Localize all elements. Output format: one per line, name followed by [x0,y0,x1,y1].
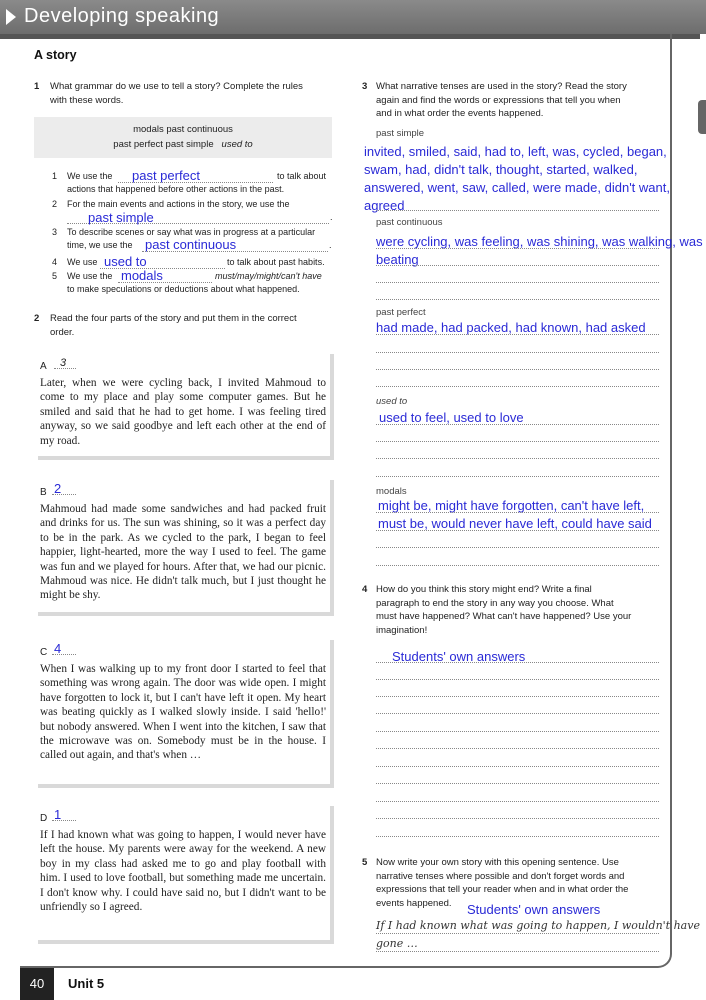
modals-line-4[interactable] [376,565,659,566]
ex5-instruction-line3: expressions that tell your reader when and in what order the [376,884,629,895]
rule-5-number: 5 [52,271,58,281]
part-b-text: Mahmoud had made some sandwiches and had packed fruit and drinks for us. The sun was shining, so it was a perfect day to be in the park. As we cycled to the park, I began to feel happier, light-hearted, more the way I used to feel. The game was fun and we played for hours. After that, we had our picnic. Mahmoud was nice. He didn't talk much, but I just thought he might be shy. [40,503,326,602]
part-c-label: C [40,647,48,658]
word-box-used-to: used to [221,139,253,150]
past-continuous-line-4[interactable] [376,299,659,300]
ex4-instruction [362,583,662,636]
rule-5-answer: modals [121,268,163,283]
past-continuous-line-1[interactable] [376,248,659,249]
ex4-answer: Students' own answers [392,649,526,664]
rule-4-answer: used to [104,254,147,269]
play-triangle-icon [6,9,16,25]
ex5-answer: Students' own answers [467,902,601,917]
ex1-instruction [34,80,334,106]
modals-answer-2: must be, would never have left, could have said [378,516,652,531]
ex4-line-5[interactable] [376,731,659,732]
part-a-label: A [40,361,47,372]
story-part-d [34,802,330,940]
used-to-label: used to [376,396,408,407]
rule-3-answer: past continuous [145,237,237,252]
part-a-text: Later, when we were cycling back, I invited Mahmoud to come to my place and play some computer games. But he smiled and said that he had to get home. I was feeling tired anyway, so we said goodbye and left each other at the end of my road. [40,377,326,447]
part-c-answer: 4 [54,641,62,656]
ex2-instruction-line1: Read the four parts of the story and put them in the correct [50,313,297,324]
header-title: Developing speaking [24,5,220,27]
rule-5-post: must/may/might/can't have [215,271,322,281]
rule-1-line2: actions that happened before other actions in the past. [67,184,285,194]
past-perfect-line-2[interactable] [376,352,659,353]
part-d-label: D [40,813,48,824]
ex5-opening-line2: gone … [376,937,418,950]
section-title: A story [34,48,77,62]
rule-1-number: 1 [52,171,58,181]
ex2-instruction [34,312,334,338]
unit-label: Unit 5 [68,976,105,991]
used-to-line-2[interactable] [376,441,659,442]
modals-label: modals [376,486,407,497]
part-a-answer: 3 [60,357,67,369]
rule-5-pre: We use the [67,271,113,281]
ex5-instruction-line1: Now write your own story with this opening sentence. Use [376,857,619,868]
past-simple-answer-2: swam, had, didn't talk, thought, started, walked, [364,162,638,177]
rule-1-answer: past perfect [132,168,200,183]
ex3-instruction-line1: What narrative tenses are used in the story? Read the story [376,81,627,92]
ex4-line-4[interactable] [376,713,659,714]
ex4-instruction-line1: How do you think this story might end? Write a final [376,584,592,595]
ex4-line-1[interactable] [376,662,659,663]
ex1-number: 1 [34,81,40,92]
side-tab [698,100,706,134]
part-c-text: When I was walking up to my front door I started to feel that something was wrong again. The door was wide open. I might have forgotten to lock it, but I can't have left it open. My heart was beating quickly as I walked slowly inside. I said 'hello!' but nobody answered. When I went into the kitchen, I saw that the microwave was on. Somebody must be in the house. I called out again, and that's when … [40,663,326,762]
past-perfect-label: past perfect [376,307,426,318]
page-number: 40 [20,968,54,1000]
ex4-instruction-line4: imagination! [376,624,428,636]
ex5-line-2[interactable] [376,951,659,952]
modals-answer-1: might be, might have forgotten, can't have left, [378,498,645,513]
ex3-number: 3 [362,81,368,92]
part-b-label: B [40,487,47,498]
modals-line-1[interactable] [376,512,659,513]
past-simple-answer-3: answered, went, saw, called, were made, didn't want, [364,180,670,195]
part-b-answer: 2 [54,481,62,496]
rule-2-number: 2 [52,199,58,209]
part-d-answer: 1 [54,807,62,822]
ex1-instruction-line1: What grammar do we use to tell a story? Complete the rules [50,81,303,92]
past-perfect-answer: had made, had packed, had known, had asked [376,320,646,335]
ex3-instruction-line3: and in what order the events happened. [376,108,544,119]
rule-5-line2: to make speculations or deductions about what happened. [67,284,300,294]
ex4-line-6[interactable] [376,748,659,749]
past-perfect-line-1[interactable] [376,334,659,335]
used-to-line-3[interactable] [376,458,659,459]
page-header [0,0,706,34]
ex4-instruction-line3: must have happened? What can't have happened? Use your [376,611,632,622]
rule-2-answer: past simple [88,210,154,225]
rule-4-post: to talk about past habits. [227,257,325,267]
used-to-answer: used to feel, used to love [379,410,524,425]
ex1-instruction-line2: with these words. [50,94,124,106]
past-continuous-answer-2: beating [376,252,419,267]
past-simple-label: past simple [376,128,425,139]
used-to-line-1[interactable] [376,424,659,425]
story-part-a [34,350,330,456]
rule-2-post: . [330,212,333,222]
ex4-line-9[interactable] [376,801,659,802]
ex5-instruction-line4: events happened. [376,897,452,909]
ex4-instruction-line2: paragraph to end the story in any way you choose. What [376,597,614,609]
past-perfect-line-3[interactable] [376,369,659,370]
word-box-row1: modals past continuous [133,124,233,135]
ex4-number: 4 [362,584,368,595]
past-continuous-line-3[interactable] [376,282,659,283]
ex4-line-10[interactable] [376,818,659,819]
past-simple-answer-4: agreed [364,198,405,213]
word-box [34,117,332,158]
rule-4-number: 4 [52,257,58,267]
ex5-number: 5 [362,857,368,868]
rule-3-line2: time, we use the [67,240,133,250]
ex3-instruction [362,80,662,119]
rule-1-post: to talk about [277,171,327,181]
ex4-line-2[interactable] [376,679,659,680]
past-continuous-line-2[interactable] [376,265,659,266]
ex5-instruction-line2: narrative tenses where possible and don't forget words and [376,870,625,882]
past-simple-answer-1: invited, smiled, said, had to, left, was, cycled, began, [364,144,667,159]
past-continuous-answer-1: were cycling, was feeling, was shining, was walking, was [376,234,703,249]
ex4-line-3[interactable] [376,696,659,697]
rule-3-post: . [329,240,332,250]
story-part-c [34,636,330,784]
ex5-line-1[interactable] [376,933,659,934]
rule-1-pre: We use the [67,171,113,181]
modals-line-2[interactable] [376,530,659,531]
ex4-line-7[interactable] [376,766,659,767]
part-d-text: If I had known what was going to happen, I would never have left the house. My parents were away for the weekend. A new boy in my class had asked me to go and play football with him. I used to love football, but something made me uncertain. I don't know why. I could have said no, but I didn't want to be unfriendly so I agreed. [40,829,326,914]
story-part-b [34,476,330,612]
word-box-row2 [34,139,332,150]
word-box-row2-words: past perfect past simple [113,139,214,150]
rule-2-pre: For the main events and actions in the story, we use the [67,199,290,209]
rule-3-pre: To describe scenes or say what was in progress at a particular [67,227,316,237]
rule-3-number: 3 [52,227,58,237]
past-perfect-line-4[interactable] [376,386,659,387]
used-to-line-4[interactable] [376,476,659,477]
ex4-line-8[interactable] [376,783,659,784]
ex2-instruction-line2: order. [50,326,75,338]
ex2-number: 2 [34,313,40,324]
past-continuous-label: past continuous [376,217,443,228]
ex5-opening-line1: If I had known what was going to happen, I wouldn't have [376,919,700,932]
ex5-instruction [362,856,662,909]
modals-line-3[interactable] [376,547,659,548]
ex4-line-11[interactable] [376,836,659,837]
ex3-instruction-line2: again and find the words or expressions that tell you when [376,94,621,106]
rule-4-pre: We use [67,257,98,267]
past-simple-line[interactable] [376,210,659,211]
